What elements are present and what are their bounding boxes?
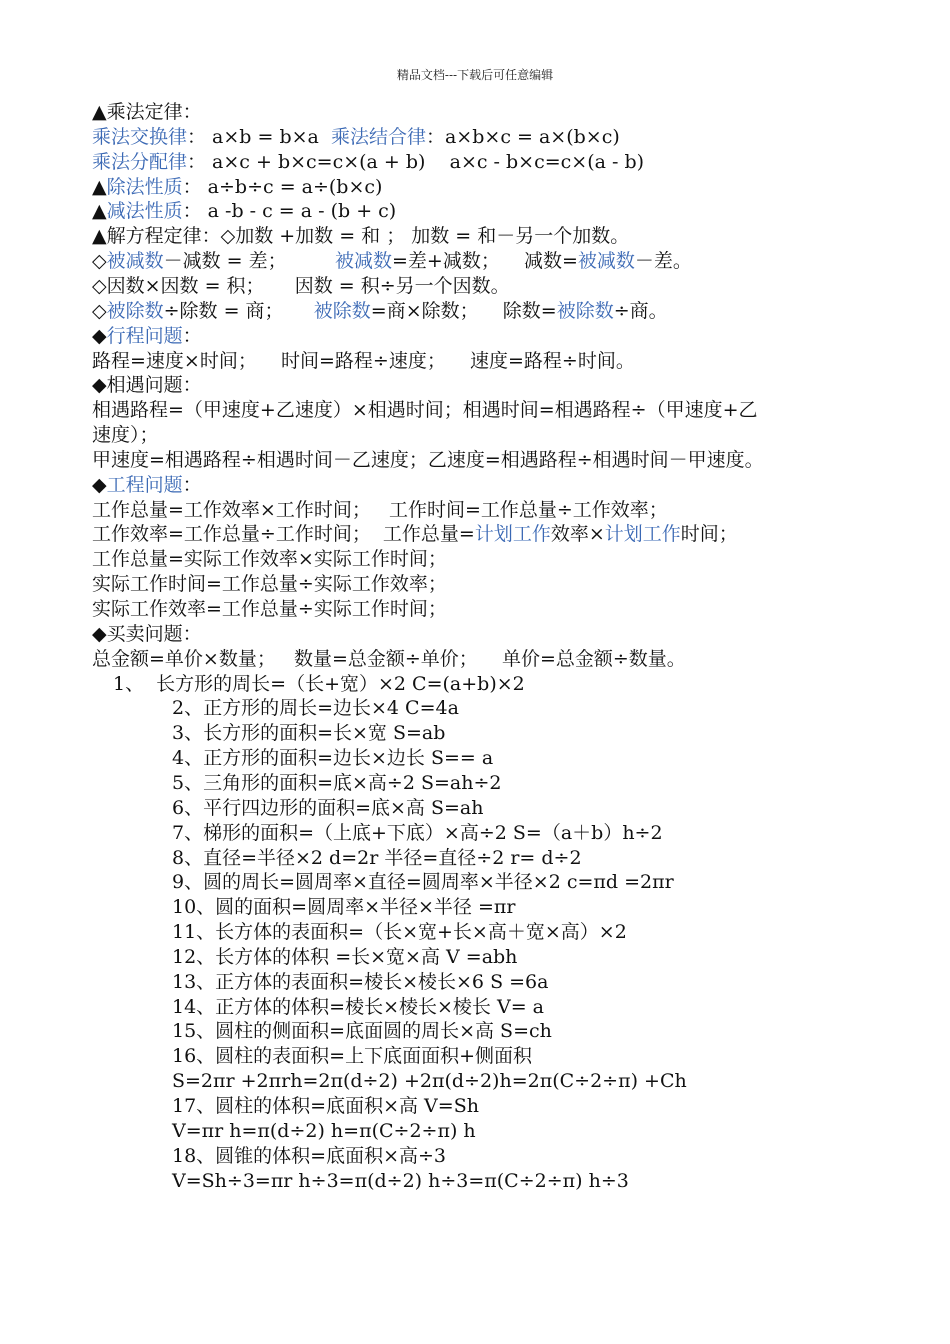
text-segment: V=Sh÷3=πr h÷3=π(d÷2) h÷3=π(C÷2÷π) h÷3 bbox=[172, 1169, 629, 1192]
text-line bbox=[92, 473, 202, 497]
formula-item bbox=[172, 895, 515, 919]
text-segment: 总金额=单价×数量； 数量=总金额÷单价； 单价=总金额÷数量。 bbox=[92, 647, 686, 670]
text-segment: ： a×b = b×a bbox=[187, 125, 331, 148]
text-segment: 效率× bbox=[550, 523, 605, 546]
text-segment: ◇ bbox=[92, 250, 107, 273]
highlighted-term: 被减数 bbox=[334, 250, 392, 273]
text-segment: ◇ bbox=[92, 299, 107, 322]
formula-item bbox=[172, 945, 517, 969]
text-line bbox=[92, 647, 686, 671]
highlighted-term: 乘法分配律 bbox=[92, 150, 188, 173]
highlighted-term: 除法性质 bbox=[106, 175, 183, 198]
text-line bbox=[92, 597, 447, 621]
text-line bbox=[92, 224, 629, 248]
text-segment: ： bbox=[182, 473, 202, 496]
formula-item bbox=[172, 870, 674, 894]
text-segment: ：a×b×c = a×(b×c) bbox=[425, 125, 620, 148]
text-segment: 16、圆柱的表面积=上下底面面积+侧面积 bbox=[172, 1045, 533, 1068]
formula-item bbox=[172, 1069, 687, 1093]
text-line bbox=[92, 498, 668, 522]
text-line bbox=[92, 448, 764, 472]
text-line bbox=[92, 423, 159, 447]
formula-item bbox=[172, 696, 459, 720]
text-segment: 3、长方形的面积=长×宽 S=ab bbox=[172, 722, 446, 745]
text-segment: 15、圆柱的侧面积=底面圆的周长×高 S=ch bbox=[172, 1020, 552, 1043]
text-segment: ： a -b - c = a - (b + c) bbox=[182, 200, 397, 223]
formula-item bbox=[172, 796, 483, 820]
text-segment: 1、 长方形的周长=（长+宽）×2 C=(a+b)×2 bbox=[113, 672, 525, 695]
text-segment: ÷商。 bbox=[613, 299, 668, 322]
text-line bbox=[92, 373, 202, 397]
text-segment: ▲乘法定律： bbox=[92, 101, 202, 123]
text-segment: ◆买卖问题： bbox=[92, 622, 202, 645]
text-segment: 6、平行四边形的面积=底×高 S=ah bbox=[172, 796, 484, 819]
text-segment: ： bbox=[182, 324, 202, 347]
page-header: 精品文档---下载后可任意编辑 bbox=[396, 68, 554, 82]
text-line bbox=[92, 299, 668, 323]
text-line bbox=[92, 398, 758, 422]
text-segment: V=πr h=π(d÷2) h=π(C÷2÷π) h bbox=[172, 1119, 476, 1142]
text-line bbox=[92, 175, 382, 199]
text-segment: 13、正方体的表面积=棱长×棱长×6 S =6a bbox=[172, 970, 549, 993]
highlighted-term: 计划工作 bbox=[604, 523, 681, 546]
text-segment: =差+减数； 减数= bbox=[391, 250, 578, 273]
text-segment: －差。 bbox=[634, 250, 692, 273]
text-segment: 11、长方体的表面积=（长×宽+长×高＋宽×高）×2 bbox=[172, 921, 627, 944]
text-segment: ◆ bbox=[92, 473, 107, 496]
text-line bbox=[92, 522, 738, 546]
text-segment: ： a÷b÷c = a÷(b×c) bbox=[182, 175, 383, 198]
text-segment: ◆ bbox=[92, 324, 107, 347]
text-segment: 相遇路程=（甲速度+乙速度）×相遇时间；相遇时间=相遇路程÷（甲速度+乙 bbox=[92, 399, 758, 422]
text-segment: S=2πr +2πrh=2π(d÷2) +2π(d÷2)h=2π(C÷2÷π) +Ch bbox=[172, 1070, 687, 1093]
text-line bbox=[92, 622, 202, 646]
text-segment: 17、圆柱的体积=底面积×高 V=Sh bbox=[172, 1095, 479, 1117]
text-segment: 工作效率=工作总量÷工作时间； 工作总量= bbox=[92, 523, 475, 546]
highlighted-term: 被除数 bbox=[106, 299, 164, 322]
text-segment: ： a×c + b×c=c×(a + b) a×c - b×c=c×(a - b) bbox=[187, 150, 645, 173]
text-line bbox=[92, 150, 644, 174]
highlighted-term: 乘法交换律 bbox=[92, 125, 188, 148]
highlighted-term: 被除数 bbox=[313, 299, 371, 322]
highlighted-term: 被减数 bbox=[106, 250, 164, 273]
text-segment: 7、梯形的面积=（上底+下底）×高÷2 S=（a＋b）h÷2 bbox=[172, 821, 663, 844]
highlighted-term: 行程问题 bbox=[106, 324, 183, 347]
text-segment: ▲ bbox=[92, 175, 107, 198]
formula-item bbox=[172, 821, 663, 845]
text-line bbox=[92, 249, 692, 273]
formula-item bbox=[172, 1144, 446, 1168]
text-line bbox=[92, 324, 202, 348]
text-segment: =商×除数； 除数= bbox=[370, 299, 557, 322]
highlighted-term: 被除数 bbox=[556, 299, 614, 322]
text-segment: 甲速度=相遇路程÷相遇时间－乙速度；乙速度=相遇路程÷相遇时间－甲速度。 bbox=[92, 448, 764, 471]
highlighted-term: 减法性质 bbox=[106, 200, 183, 223]
formula-item bbox=[172, 1019, 552, 1043]
text-segment: ▲解方程定律：◇加数 +加数 = 和 ； 加数 = 和－另一个加数。 bbox=[92, 225, 630, 248]
formula-item bbox=[172, 970, 548, 994]
formula-item bbox=[172, 920, 627, 944]
text-segment: ◇因数×因数 = 积； 因数 = 积÷另一个因数。 bbox=[92, 274, 510, 297]
text-segment: 5、三角形的面积=底×高÷2 S=ah÷2 bbox=[172, 771, 502, 794]
text-segment: －减数 = 差； bbox=[163, 250, 335, 273]
highlighted-term: 工程问题 bbox=[106, 473, 183, 496]
highlighted-term: 计划工作 bbox=[474, 523, 551, 546]
text-line bbox=[92, 547, 447, 571]
text-line bbox=[92, 572, 447, 596]
text-line bbox=[92, 100, 202, 124]
text-line bbox=[92, 274, 510, 298]
formula-item bbox=[172, 746, 493, 770]
formula-item bbox=[172, 721, 445, 745]
text-segment: 实际工作时间=工作总量÷实际工作效率； bbox=[92, 573, 447, 596]
text-segment: 工作总量=实际工作效率×实际工作时间； bbox=[92, 548, 447, 571]
text-line bbox=[92, 349, 635, 373]
text-line bbox=[92, 199, 396, 223]
highlighted-term: 乘法结合律 bbox=[330, 125, 426, 148]
formula-item bbox=[113, 672, 525, 696]
formula-item bbox=[172, 1044, 532, 1068]
text-segment: ÷除数 = 商； bbox=[163, 299, 314, 322]
highlighted-term: 被减数 bbox=[577, 250, 635, 273]
text-segment: 8、直径=半径×2 d=2r 半径=直径÷2 r= d÷2 bbox=[172, 846, 582, 869]
text-segment: 速度）； bbox=[92, 424, 159, 447]
formula-item bbox=[172, 846, 582, 870]
text-segment: ▲ bbox=[92, 200, 107, 223]
text-segment: 9、圆的周长=圆周率×直径=圆周率×半径×2 c=πd =2πr bbox=[172, 871, 674, 894]
text-segment: 2、正方形的周长=边长×4 C=4a bbox=[172, 697, 459, 720]
text-segment: ◆相遇问题： bbox=[92, 374, 202, 397]
text-line bbox=[92, 125, 620, 149]
text-segment: 14、正方体的体积=棱长×棱长×棱长 V= a bbox=[172, 995, 544, 1018]
formula-item bbox=[172, 1119, 476, 1143]
formula-item bbox=[172, 771, 502, 795]
text-segment: 18、圆锥的体积=底面积×高÷3 bbox=[172, 1144, 447, 1167]
text-segment: 路程=速度×时间； 时间=路程÷速度； 速度=路程÷时间。 bbox=[92, 349, 635, 372]
text-segment: 时间； bbox=[680, 523, 738, 546]
text-segment: 10、圆的面积=圆周率×半径×半径 =πr bbox=[172, 896, 516, 919]
text-segment: 4、正方形的面积=边长×边长 S== a bbox=[172, 747, 494, 770]
text-segment: 实际工作效率=工作总量÷实际工作时间； bbox=[92, 598, 447, 620]
text-segment: 12、长方体的体积 =长×宽×高 V =abh bbox=[172, 945, 518, 968]
formula-item bbox=[172, 1094, 479, 1118]
text-segment: 工作总量=工作效率×工作时间； 工作时间=工作总量÷工作效率； bbox=[92, 498, 668, 521]
formula-item bbox=[172, 995, 544, 1019]
formula-item bbox=[172, 1169, 629, 1193]
